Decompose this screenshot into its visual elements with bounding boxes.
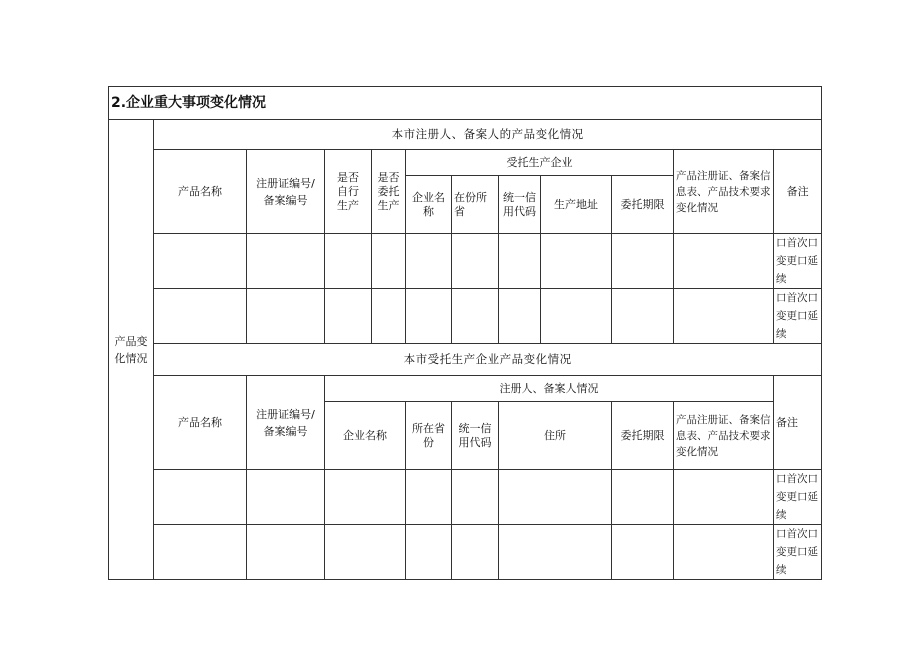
table-cell[interactable] xyxy=(674,289,774,344)
table-cell[interactable] xyxy=(154,289,247,344)
table-cell[interactable] xyxy=(325,234,372,289)
s2-group-registrant: 注册人、备案人情况 xyxy=(325,376,774,402)
table-cell[interactable] xyxy=(372,289,406,344)
s2-col-reg-no: 注册证编号/备案编号 xyxy=(247,376,325,470)
s1-group-entrusted: 受托生产企业 xyxy=(406,150,674,176)
table-cell[interactable] xyxy=(499,470,612,525)
s2-col-residence: 住所 xyxy=(499,402,612,470)
s1-col-reg-no: 注册证编号/备案编号 xyxy=(247,150,325,234)
table-cell[interactable] xyxy=(406,234,452,289)
s1-col-changes: 产品注册证、备案信息表、产品技术要求变化情况 xyxy=(674,150,774,234)
table-cell[interactable] xyxy=(154,525,247,580)
s1-col-entrust-produce: 是否委托生产 xyxy=(372,150,406,234)
s1-col-province: 在份所省 xyxy=(452,176,499,234)
s2-col-province: 所在省份 xyxy=(406,402,452,470)
s2-row-remark: 口首次口变更口延续 xyxy=(774,470,822,525)
s2-table-row xyxy=(109,470,822,525)
s1-col-self-produce: 是否自行生产 xyxy=(325,150,372,234)
s1-col-period: 委托期限 xyxy=(612,176,674,234)
product-changes-label: 产品变化情况 xyxy=(109,120,154,580)
s1-col-product-name: 产品名称 xyxy=(154,150,247,234)
s1-col-address: 生产地址 xyxy=(541,176,612,234)
table-cell[interactable] xyxy=(452,470,499,525)
table-cell[interactable] xyxy=(406,289,452,344)
table-cell[interactable] xyxy=(325,289,372,344)
table-cell[interactable] xyxy=(247,525,325,580)
s2-row-remark: 口首次口变更口延续 xyxy=(774,525,822,580)
table-cell[interactable] xyxy=(541,289,612,344)
s2-table-row xyxy=(109,525,822,580)
section2-heading: 本市受托生产企业产品变化情况 xyxy=(154,344,822,376)
table-cell[interactable] xyxy=(612,470,674,525)
table-cell[interactable] xyxy=(674,234,774,289)
table-cell[interactable] xyxy=(154,234,247,289)
table-cell[interactable] xyxy=(499,234,541,289)
table-cell[interactable] xyxy=(247,289,325,344)
table-cell[interactable] xyxy=(674,470,774,525)
table-cell[interactable] xyxy=(247,234,325,289)
table-cell[interactable] xyxy=(372,234,406,289)
table-cell[interactable] xyxy=(247,470,325,525)
s1-col-company-name: 企业名称 xyxy=(406,176,452,234)
table-cell[interactable] xyxy=(541,234,612,289)
s1-row-remark: 口首次口变更口延续 xyxy=(774,234,822,289)
table-cell[interactable] xyxy=(406,470,452,525)
s2-col-company-name: 企业名称 xyxy=(325,402,406,470)
form-title: 2.企业重大事项变化情况 xyxy=(109,87,822,120)
enterprise-changes-form xyxy=(108,86,822,580)
s2-col-credit-code: 统一信用代码 xyxy=(452,402,499,470)
table-cell[interactable] xyxy=(406,525,452,580)
table-cell[interactable] xyxy=(499,289,541,344)
table-cell[interactable] xyxy=(325,470,406,525)
table-cell[interactable] xyxy=(452,525,499,580)
s2-col-remark: 备注 xyxy=(774,376,822,470)
table-cell[interactable] xyxy=(612,234,674,289)
table-cell[interactable] xyxy=(452,234,499,289)
table-cell[interactable] xyxy=(452,289,499,344)
table-cell[interactable] xyxy=(325,525,406,580)
table-cell[interactable] xyxy=(612,525,674,580)
s1-col-remark: 备注 xyxy=(774,150,822,234)
s2-col-product-name: 产品名称 xyxy=(154,376,247,470)
s2-col-changes: 产品注册证、备案信息表、产品技术要求变化情况 xyxy=(674,402,774,470)
table-cell[interactable] xyxy=(674,525,774,580)
table-cell[interactable] xyxy=(499,525,612,580)
s1-table-row xyxy=(109,234,822,289)
changes-table xyxy=(108,86,822,580)
s2-col-period: 委托期限 xyxy=(612,402,674,470)
s1-table-row xyxy=(109,289,822,344)
s1-row-remark: 口首次口变更口延续 xyxy=(774,289,822,344)
table-cell[interactable] xyxy=(612,289,674,344)
section1-heading: 本市注册人、备案人的产品变化情况 xyxy=(154,120,822,150)
table-cell[interactable] xyxy=(154,470,247,525)
s1-col-credit-code: 统一信用代码 xyxy=(499,176,541,234)
